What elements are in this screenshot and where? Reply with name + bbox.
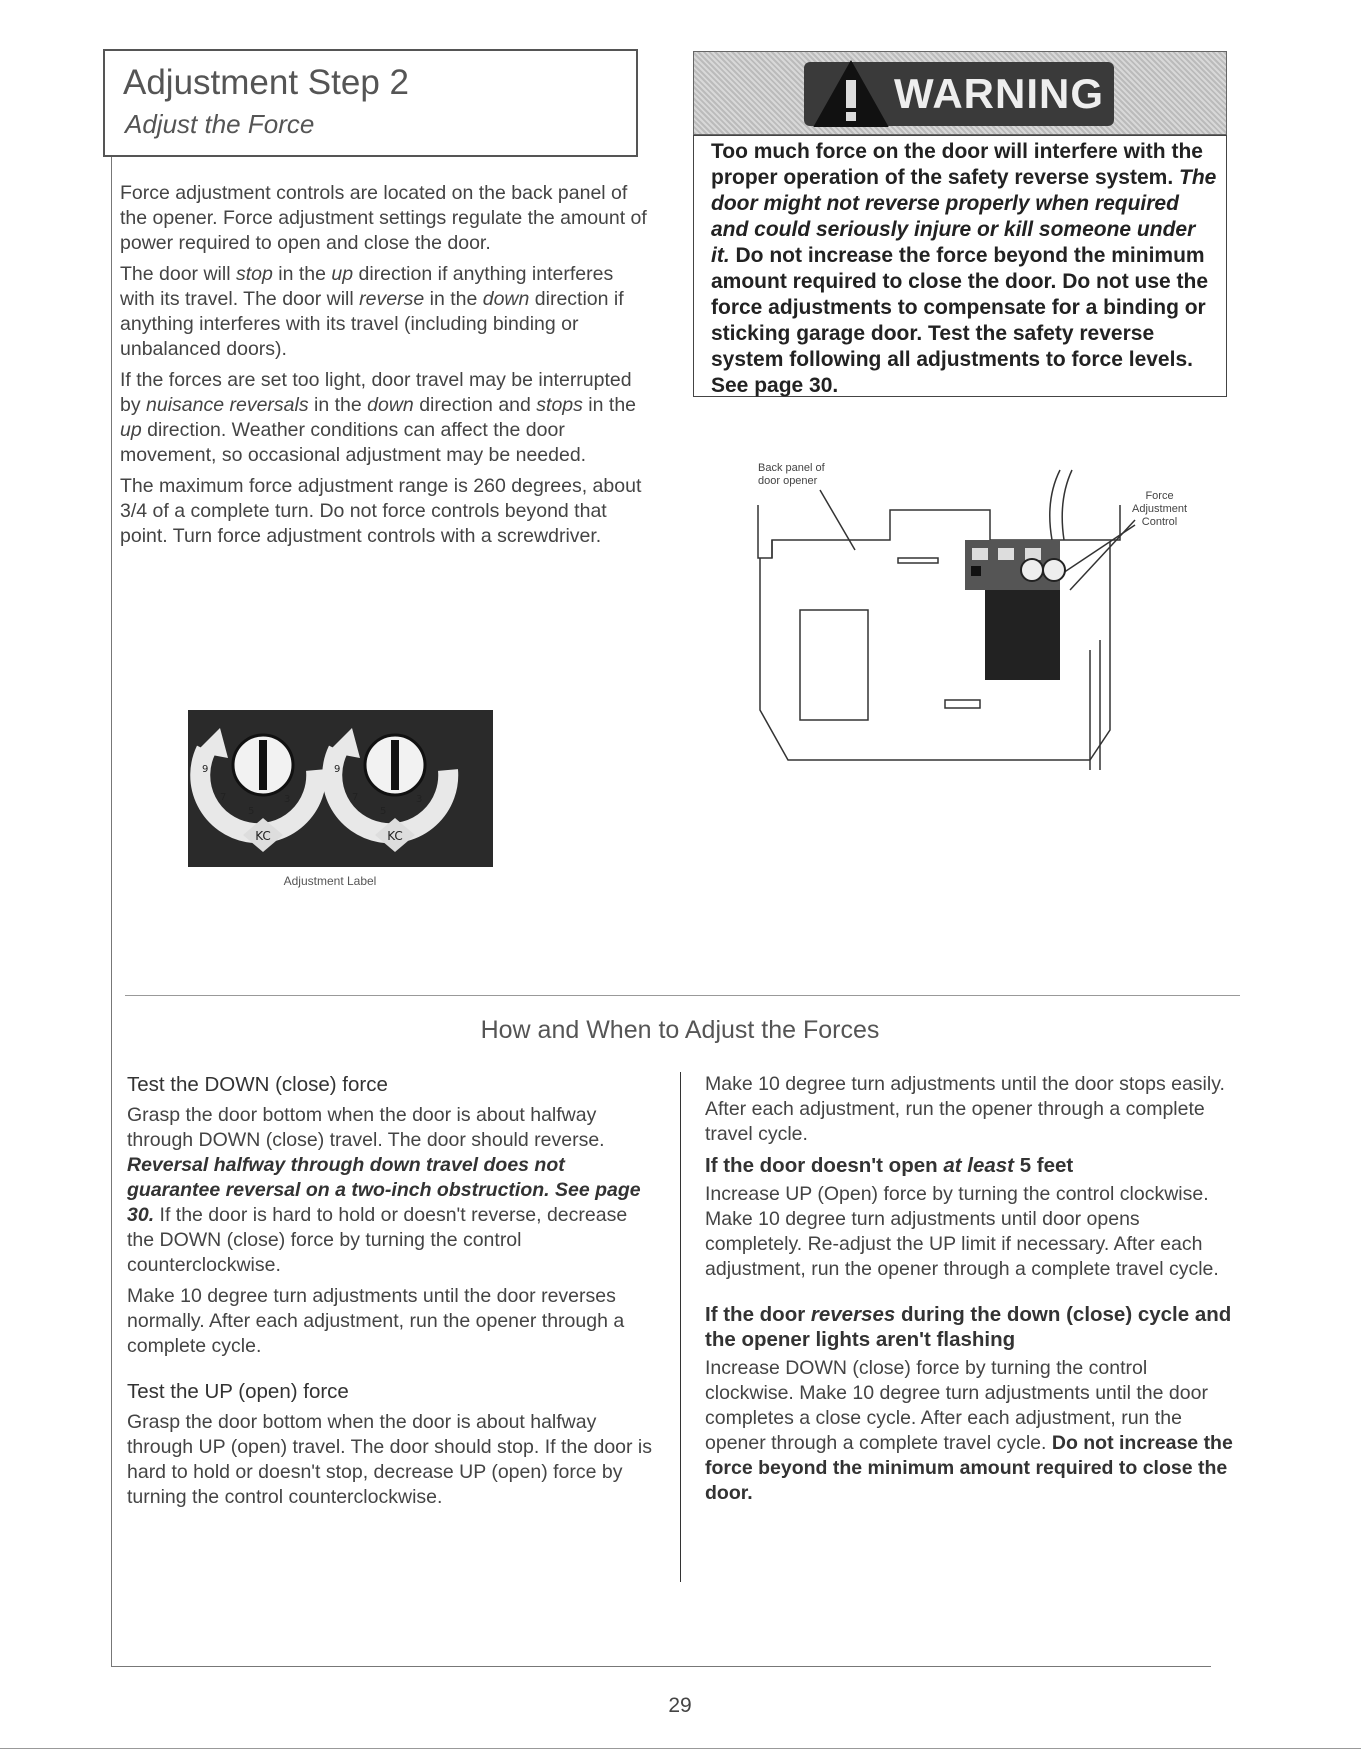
intro-paragraph-4: The maximum force adjustment range is 260 degrees, about 3/4 of a complete turn. Do not force controls beyond that point. Turn force adjustment controls with a screwdriver. (120, 475, 642, 547)
dial-number: 7 (220, 792, 227, 803)
down-force-paragraph-2: Make 10 degree turn adjustments until the door reverses normally. After each adjustment, run the opener through a complete cycle. (127, 1285, 625, 1357)
up-force-paragraph-1: Grasp the door bottom when the door is about halfway through UP (open) travel. The door should stop. If the door is hard to hold or doesn't stop, decrease UP (open) force by turning the control counterclockwise. (127, 1411, 653, 1508)
dial-number: 9 (334, 764, 341, 775)
dial-number: 9 (202, 764, 209, 775)
dial-number: 5 (248, 806, 255, 817)
dial-number: 3 (416, 794, 423, 805)
svg-text:KC: KC (255, 829, 271, 843)
right-paragraph-1: Make 10 degree turn adjustments until the door stops easily. After each adjustment, run the opener through a complete travel cycle. (705, 1073, 1225, 1145)
dial-number: 5 (380, 806, 387, 817)
section-divider (125, 995, 1240, 996)
dial-number: 7 (352, 792, 359, 803)
adjustment-label-caption: Adjustment Label (283, 874, 377, 888)
down-force-paragraph-1: Grasp the door bottom when the door is about halfway through DOWN (close) travel. The door should reverse. Reversal halfway through down travel does not guarantee reversal on a two-inch obstruction. See page 30. If the door is hard to hold or doesn't reverse, decrease the DOWN (close) force by turning the control counterclockwise. (127, 1104, 641, 1276)
dial-number: 3 (284, 794, 291, 805)
column-divider (680, 1072, 681, 1582)
intro-paragraph-1: Force adjustment controls are located on the back panel of the opener. Force adjustment settings regulate the amount of power required to open and close the door. (120, 182, 647, 254)
intro-text (120, 181, 650, 555)
door-reverses-heading: If the door reverses during the down (close) cycle and the opener lights aren't flashing (705, 1303, 1232, 1351)
right-column (705, 1072, 1240, 1512)
svg-text:KC: KC (387, 829, 403, 843)
page-frame-left-rule (111, 157, 112, 1667)
warning-text: Too much force on the door will interfere with the proper operation of the safety reverse system. The door might not reverse properly when required and could seriously injure or kill someone under it. Do not increase the force beyond the minimum amount required to close the door. Do not use the force adjustments to compensate for a binding or sticking garage door. Test the safety reverse system following all adjustments to force levels. See page 30. (711, 140, 1217, 397)
step-title-box (103, 49, 638, 157)
warning-banner (693, 51, 1227, 135)
page-number: 29 (668, 1694, 692, 1717)
opener-back-panel-diagram (740, 440, 1220, 770)
right-paragraph-3: Increase DOWN (close) force by turning the control clockwise. Make 10 degree turn adjustments until the door completes a close cycle. After each adjustment, run the opener through a complete travel cycle. Do not increase the force beyond the minimum amount required to close the door. (705, 1357, 1233, 1504)
intro-paragraph-3: If the forces are set too light, door travel may be interrupted by nuisance reversals in the down direction and stops in the up direction. Weather conditions can affect the door movement, so occasional adjustment may be needed. (120, 369, 637, 466)
page-frame-bottom-rule (111, 1666, 1211, 1667)
warning-label: WARNING (804, 62, 1114, 126)
force-dials-graphic (188, 710, 493, 867)
adjustment-label-figure (188, 710, 493, 867)
right-paragraph-2: Increase UP (Open) force by turning the control clockwise. Make 10 degree turn adjustments until door opens completely. Re-adjust the UP limit if necessary. After each adjustment, run the opener through a complete travel cycle. (705, 1183, 1219, 1280)
force-control-label: Force Adjustment Control (1132, 490, 1188, 528)
footer-rule (0, 1748, 1361, 1749)
down-force-heading: Test the DOWN (close) force (127, 1073, 388, 1096)
warning-triangle-icon (812, 58, 890, 130)
left-column (127, 1072, 657, 1516)
up-force-heading: Test the UP (open) force (127, 1380, 349, 1403)
intro-paragraph-2: The door will stop in the up direction if anything interferes with its travel. The door will reverse in the down direction if anything interferes with its travel (including binding or unbalanced doors). (120, 263, 624, 360)
step-subheading: Adjust the Force (125, 109, 315, 139)
step-heading: Adjustment Step 2 (123, 63, 409, 102)
back-panel-label: Back panel of door opener (758, 462, 825, 487)
opener-panel-drawing (740, 440, 1220, 770)
door-not-open-heading: If the door doesn't open at least 5 feet (705, 1154, 1074, 1177)
section-heading: How and When to Adjust the Forces (480, 1016, 880, 1044)
